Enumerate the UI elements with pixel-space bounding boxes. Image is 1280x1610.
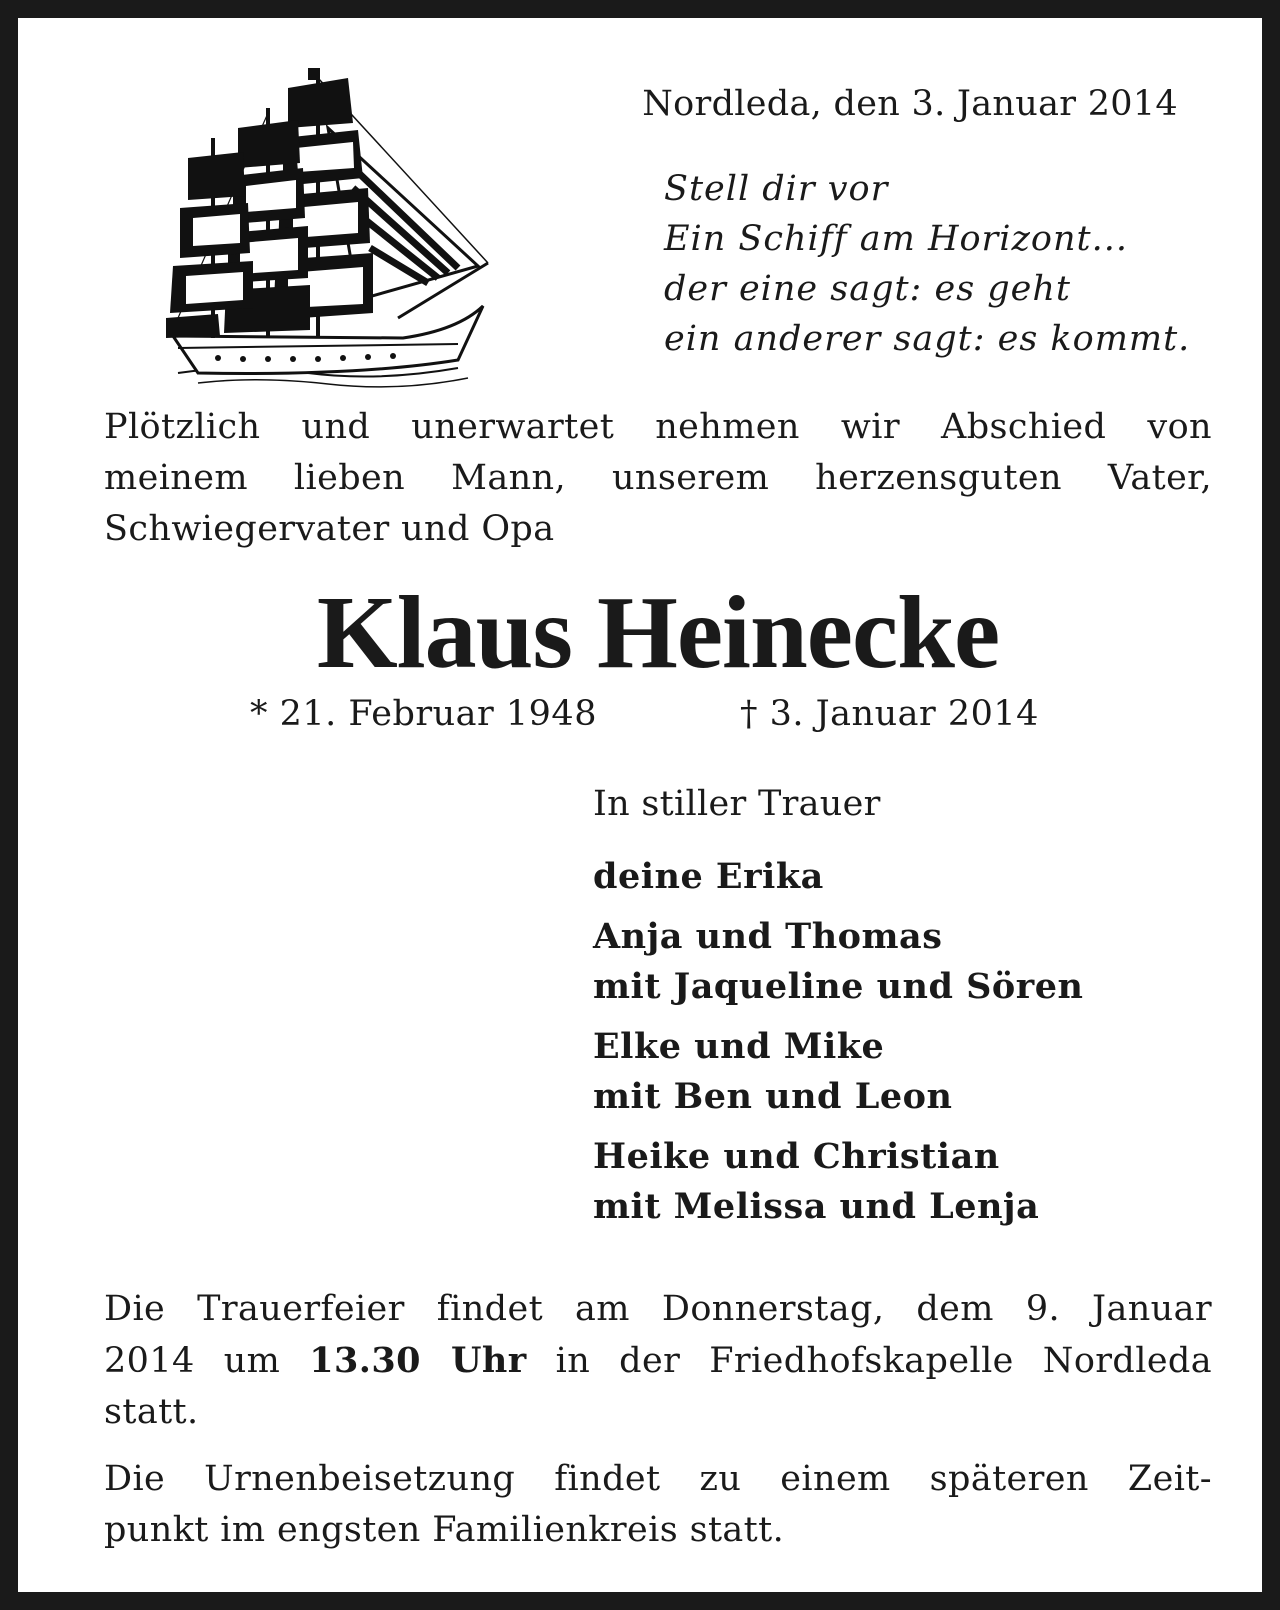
- intro-paragraph: [104, 402, 1212, 555]
- sailing-ship-icon: [158, 68, 493, 393]
- family-line: mit Ben und Leon: [593, 1076, 953, 1117]
- intro-line: meinem lieben Mann, unserem herzensguten Vater,: [104, 458, 1212, 498]
- family-list: [593, 852, 1083, 1242]
- burial-line: Die Urnenbeisetzung findet zu einem späteren Zeit-: [104, 1459, 1212, 1499]
- family-line: mit Melissa und Lenja: [593, 1186, 1040, 1227]
- death-date: † 3. Januar 2014: [740, 694, 1039, 734]
- poem-line: der eine sagt: es geht: [664, 269, 1071, 309]
- burial-line: punkt im engsten Familienkreis statt.: [104, 1510, 785, 1550]
- poem-line: ein anderer sagt: es kommt.: [664, 319, 1191, 359]
- family-group: [593, 1022, 1083, 1122]
- family-line: Anja und Thomas: [593, 916, 943, 957]
- intro-line: Schwiegervater und Opa: [104, 509, 555, 549]
- service-line: [104, 1335, 1212, 1387]
- service-line: statt.: [104, 1392, 199, 1432]
- service-year: 2014 um: [104, 1341, 281, 1381]
- birth-date: * 21. Februar 1948: [250, 694, 597, 734]
- family-line: deine Erika: [593, 856, 824, 897]
- service-line: Die Trauerfeier findet am Donnerstag, dem 9. Januar: [104, 1289, 1212, 1329]
- deceased-name: Klaus Heinecke: [316, 575, 1000, 690]
- family-line: mit Jaqueline und Sören: [593, 966, 1084, 1007]
- place-date: Nordleda, den 3. Januar 2014: [642, 84, 1178, 124]
- service-time: 13.30 Uhr: [309, 1340, 527, 1381]
- family-line: Heike und Christian: [593, 1136, 1000, 1177]
- burial-paragraph: [104, 1454, 1212, 1556]
- family-group: [593, 912, 1083, 1012]
- poem-line: Stell dir vor: [664, 169, 889, 209]
- intro-line: Plötzlich und unerwartet nehmen wir Abschied von: [104, 407, 1212, 447]
- family-line: Elke und Mike: [593, 1026, 885, 1067]
- mourning-label: In stiller Trauer: [593, 784, 881, 824]
- poem-line: Ein Schiff am Horizont...: [664, 219, 1128, 259]
- family-group: [593, 852, 1083, 902]
- family-group: [593, 1132, 1083, 1232]
- service-location: in der Friedhofskapelle Nordleda: [555, 1341, 1213, 1381]
- poem: [664, 164, 1224, 364]
- service-paragraph: [104, 1284, 1212, 1438]
